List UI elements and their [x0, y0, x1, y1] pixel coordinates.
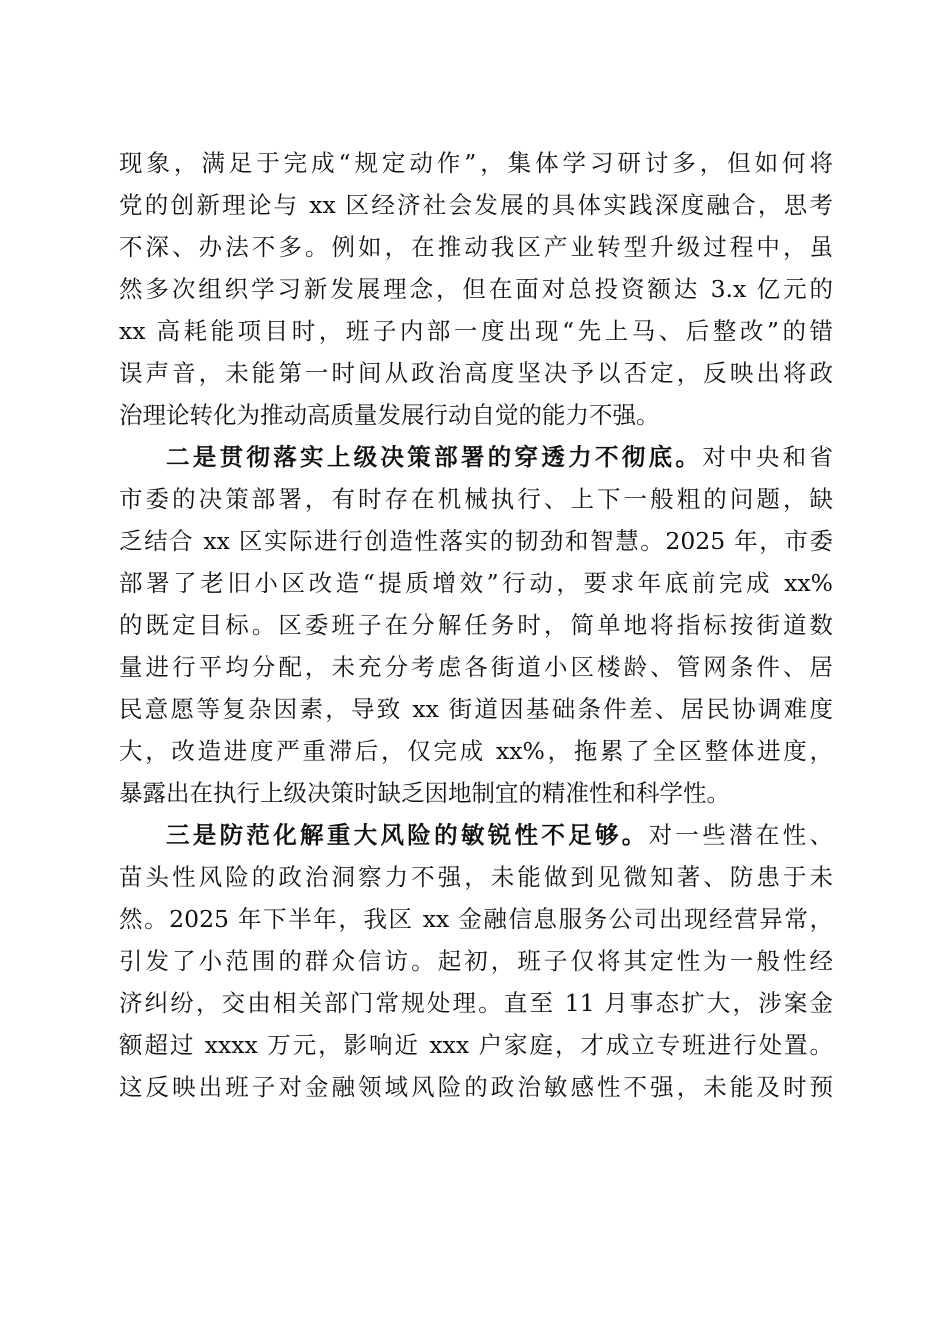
text-run: 对一些潜在性、	[648, 821, 833, 849]
text-line: 量进行平均分配，未充分考虑各街道小区楼龄、管网条件、居	[119, 653, 833, 681]
text-line: 部署了老旧小区改造“提质增效”行动，要求年底前完成 xx%	[119, 569, 833, 597]
paragraph-2	[119, 436, 833, 814]
text-line: xx 高耗能项目时，班子内部一度出现“先上马、后整改”的错	[119, 317, 833, 345]
body-text	[119, 142, 833, 1108]
text-line: 这反映出班子对金融领域风险的政治敏感性不强，未能及时预	[119, 1073, 833, 1101]
text-line: 大，改造进度严重滞后，仅完成 xx%，拖累了全区整体进度，	[119, 737, 833, 765]
text-line: 不深、办法不多。例如，在推动我区产业转型升级过程中，虽	[119, 233, 833, 261]
text-line: 乏结合 xx 区实际进行创造性落实的韧劲和智慧。2025 年，市委	[119, 527, 833, 555]
text-line: 现象，满足于完成“规定动作”，集体学习研讨多，但如何将	[119, 149, 833, 177]
paragraph-heading: 三是防范化解重大风险的敏锐性不足够。	[166, 821, 649, 849]
text-line: 的既定目标。区委班子在分解任务时，简单地将指标按街道数	[119, 611, 833, 639]
text-line: 市委的决策部署，有时存在机械执行、上下一般粗的问题，缺	[119, 485, 833, 513]
text-line: 治理论转化为推动高质量发展行动自觉的能力不强。	[119, 401, 660, 429]
text-line: 苗头性风险的政治洞察力不强，未能做到见微知著、防患于未	[119, 863, 833, 891]
text-line: 暴露出在执行上级决策时缺乏因地制宜的精准性和科学性。	[119, 779, 730, 807]
text-line: 民意愿等复杂因素，导致 xx 街道因基础条件差、居民协调难度	[119, 695, 833, 723]
text-run: 对中央和省	[702, 443, 833, 471]
paragraph-heading: 二是贯彻落实上级决策部署的穿透力不彻底。	[166, 443, 703, 471]
text-line	[119, 436, 833, 478]
text-line: 引发了小范围的群众信访。起初，班子仅将其定性为一般性经	[119, 947, 833, 975]
text-line	[119, 814, 833, 856]
text-line: 党的创新理论与 xx 区经济社会发展的具体实践深度融合，思考	[119, 191, 833, 219]
paragraph-3	[119, 814, 833, 1108]
text-line: 然。2025 年下半年，我区 xx 金融信息服务公司出现经营异常，	[119, 905, 833, 933]
paragraph-1	[119, 142, 833, 436]
text-line: 额超过 xxxx 万元，影响近 xxx 户家庭，才成立专班进行处置。	[119, 1031, 833, 1059]
text-line: 济纠纷，交由相关部门常规处理。直至 11 月事态扩大，涉案金	[119, 989, 833, 1017]
text-line: 然多次组织学习新发展理念，但在面对总投资额达 3.x 亿元的	[119, 275, 833, 303]
text-line: 误声音，未能第一时间从政治高度坚决予以否定，反映出将政	[119, 359, 833, 387]
